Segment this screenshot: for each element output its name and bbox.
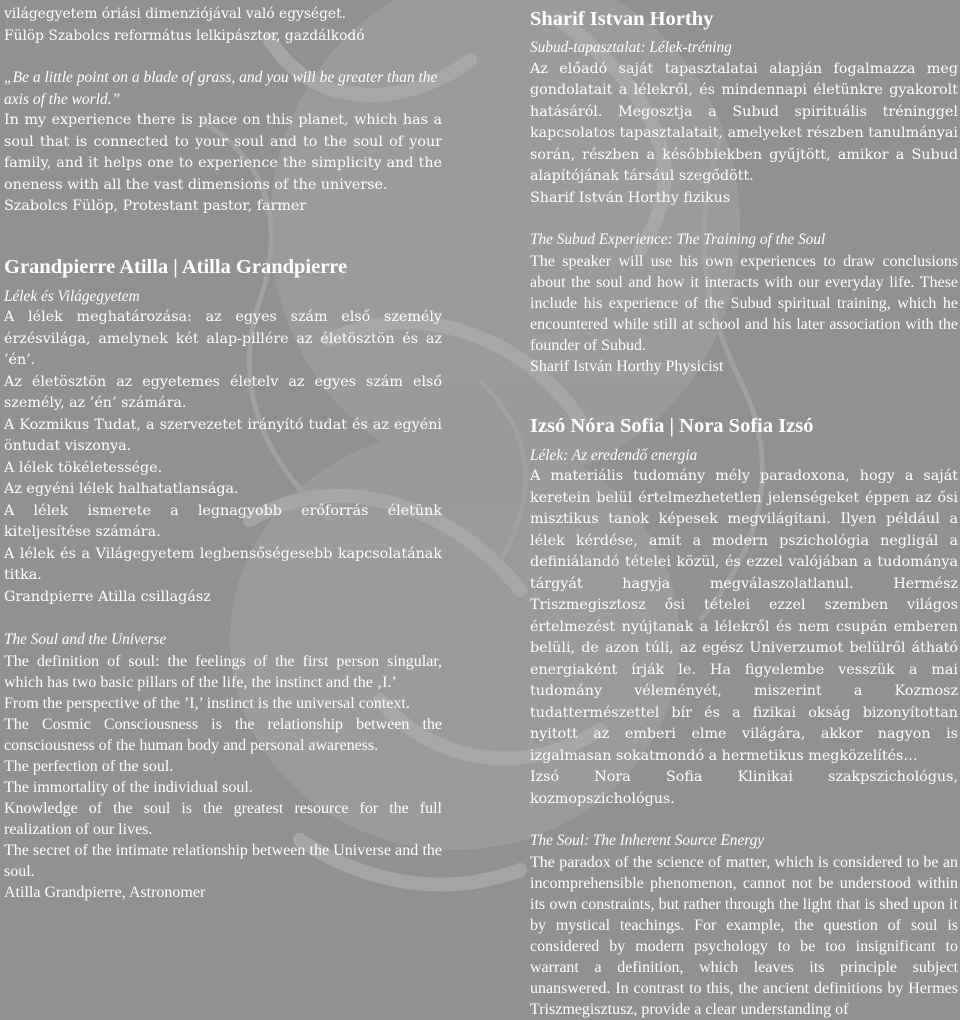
text-line: Az életösztön az egyetemes életelv az egyes szám első személy, az ’én’ számára.: [4, 373, 442, 411]
izso-en-subtitle: The Soul: The Inherent Source Energy: [530, 832, 765, 849]
text-line: A lélek meghatározása: az egyes szám első személy érzésvilága, amelynek két alap-pillére az életösztön és az ’én’.: [4, 309, 442, 368]
right-column: [530, 0, 958, 1020]
izso-hu-body: A materiális tudomány mély paradoxona, hogy a saját keretein belül értelmezhetetlen jelenségeket éppen az ősi misztikus tanok képesek megvilágítani. Ilyen például a lélek kérdése, amit a modern pszichológia negligál a definiálandó tételei közül, és ezzel valójában a tudománya tárgyát hagyja megválaszolatlanul. Hermész Triszmegisztosz ősi tételei ezzel szemben világos értelmezést nyújtanak a lélekről és nem csupán emberen belüli, de azon túli, az egész Univerzumot belülről átható energiaként írják le. Ha figyelembe vesszük a mai tudomány véleményét, miszerint a Kozmosz tudattermészettel bír és a fizikai okság bizonyítottan nyitott az emberi elme világára, akkor nagyon is izgalmasan sokatmondó a hermetikus megközelítés…: [530, 468, 958, 764]
grandpierre-hu-subtitle: Lélek és Világegyetem: [4, 287, 140, 305]
izso-hu-subtitle: Lélek: Az eredendő energia: [530, 446, 698, 464]
izso-hu-signature: Izsó Nora Sofia Klinikai szakpszichológus, kozmopszichológus.: [530, 769, 958, 807]
text-line: A lélek és a Világegyetem legbensőségesebb kapcsolatának titka.: [4, 545, 442, 583]
left-column: [4, 0, 442, 903]
horthy-heading: Sharif Istvan Horthy: [530, 8, 714, 30]
signature: Grandpierre Atilla csillagász: [4, 588, 211, 605]
text-line: A lélek tökéletessége.: [4, 459, 163, 476]
grandpierre-hu-body: [4, 307, 442, 608]
horthy-en-subtitle: The Subud Experience: The Training of the Soul: [530, 231, 826, 248]
text-line: The perfection of the soul.: [4, 757, 174, 775]
text-line: Knowledge of the soul is the greatest resource for the full realization of our lives.: [4, 799, 442, 838]
text-line: Az egyéni lélek halhatatlansága.: [4, 481, 239, 497]
izso-en-body: The paradox of the science of matter, which is considered to be an incomprehensible phenomenon, cannot not be understood within its own constraints, but rather through the light that is shed upon it by mystical teachings. For example, the question of soul is considered by modern psychology to be too insignificant to warrant a definition, which leaves its principle subject unanswered. In contrast to this, the ancient definitions by Hermes Triszmegisztusz, provide a clear understanding of: [530, 853, 958, 1018]
horthy-en-signature: Sharif István Horthy Physicist: [530, 357, 724, 375]
text-line: The secret of the intimate relationship between the Universe and the soul.: [4, 841, 442, 880]
text-line: The definition of soul: the feelings of the first person singular, which has two basic pillars of the life, the instinct and the ‚I.’: [4, 652, 442, 691]
izso-heading: Izsó Nóra Sofia | Nora Sofia Izsó: [530, 414, 814, 437]
text-line: A lélek ismerete a legnagyobb erőforrás életünk kiteljesítése számára.: [4, 502, 442, 540]
text-line: The immortality of the individual soul.: [4, 778, 253, 796]
horthy-en-body: The speaker will use his own experiences to draw conclusions about the soul and how it interacts with our everyday life. These include his experience of the Subud spiritual training, which he encountered while still at school and his later association with the founder of Subud.: [530, 252, 958, 354]
horthy-hu-body: Az előadó saját tapasztalatai alapján fogalmazza meg gondolatait a lélekről, és mindennapi életünkre gyakorolt hatásáról. Megosztja a Subud spirituális tréninggel kapcsolatos tapasztalatait, amelyeket részben tanulmányai során, részben a későbbiekben gyűjtött, amikor a Subud alapítójának társául szegődött.: [530, 60, 958, 184]
grandpierre-en-body: [4, 651, 442, 903]
horthy-hu-subtitle: Subud-tapasztalat: Lélek-tréning: [530, 39, 732, 56]
text-line: The Cosmic Consciousness is the relationship between the consciousness of the human body and personal awareness.: [4, 715, 442, 754]
grandpierre-heading: Grandpierre Atilla | Atilla Grandpierre: [4, 255, 348, 278]
horthy-hu-signature: Sharif István Horthy fizikus: [530, 189, 731, 206]
text-line: A Kozmikus Tudat, a szervezetet irányító tudat és az egyéni öntudat viszonya.: [4, 416, 442, 454]
grandpierre-en-subtitle: The Soul and the Universe: [4, 631, 167, 648]
intro-signature-en: Szabolcs Fülöp, Protestant pastor, farmer: [4, 198, 307, 214]
quote: „Be a little point on a blade of grass, and you will be greater than the axis of the world.”: [4, 69, 438, 108]
text-line: From the perspective of the ’I,’ instinct is the universal context.: [4, 694, 410, 712]
intro-signature-hu: Fülöp Szabolcs református lelkipásztor, gazdálkodó: [4, 27, 365, 44]
intro-line: világegyetem óriási dimenziójával való egységet.: [4, 6, 347, 22]
intro-paragraph: In my experience there is place on this planet, which has a soul that is connected to your soul and to the soul of your family, and it helps one to experience the simplicity and the oneness with all the vast dimensions of the universe.: [4, 112, 442, 193]
signature: Atilla Grandpierre, Astronomer: [4, 883, 206, 901]
